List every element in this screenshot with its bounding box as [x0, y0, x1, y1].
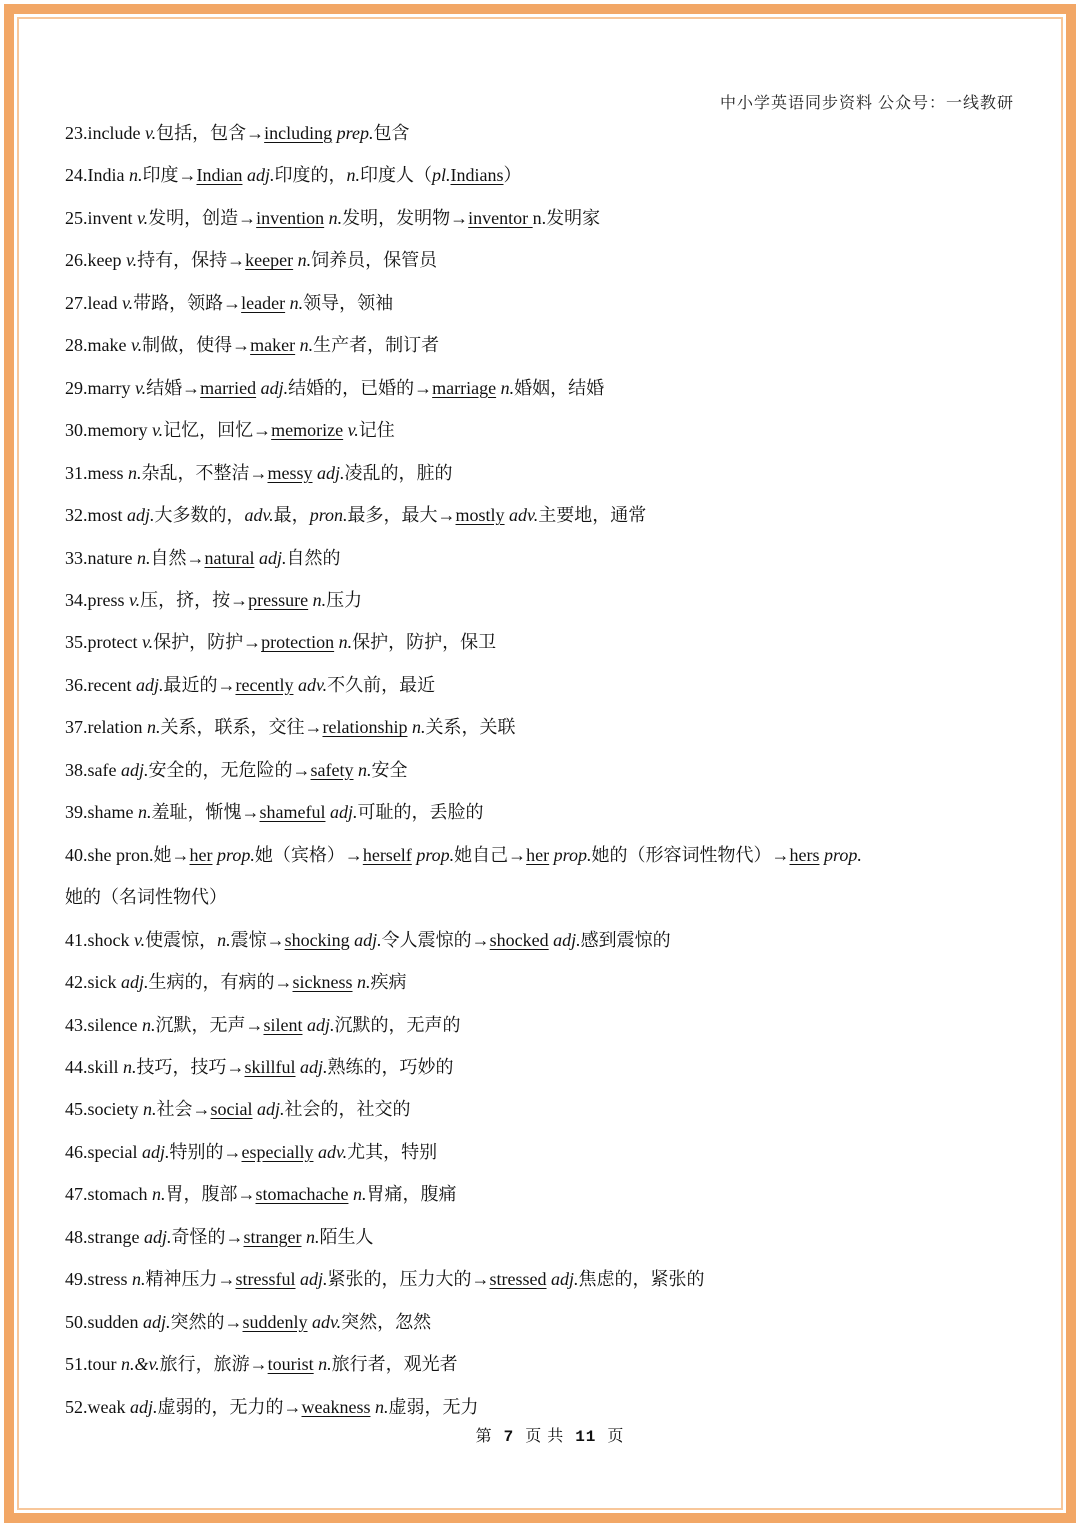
entry-text: 震惊→ [230, 929, 285, 950]
part-of-speech: n. [411, 717, 426, 738]
entry-text: 50.sudden [65, 1311, 143, 1332]
vocabulary-entry [65, 706, 1065, 748]
part-of-speech: adj. [127, 505, 155, 526]
derived-word: shocked [489, 929, 549, 950]
entry-text: 羞耻，惭愧→ [151, 802, 260, 823]
entry-text: 虚弱的，无力的→ [157, 1396, 302, 1417]
entry-text: 49.stress [65, 1269, 132, 1290]
part-of-speech: adj. [143, 1311, 171, 1332]
entry-text: 42.sick [65, 972, 121, 993]
part-of-speech: adj. [141, 1141, 170, 1162]
part-of-speech: v. [347, 420, 359, 441]
part-of-speech: prep. [336, 123, 374, 143]
part-of-speech: n. [152, 1184, 166, 1205]
part-of-speech: adj. [257, 1099, 285, 1120]
part-of-speech: n. [312, 589, 327, 610]
part-of-speech: n. [338, 632, 353, 653]
derived-word: pressure [248, 589, 309, 610]
derived-word: social [210, 1099, 253, 1120]
entry-text: 大多数的， [154, 505, 245, 526]
entry-text: 26.keep [65, 250, 126, 271]
derived-word: natural [204, 547, 255, 568]
entry-text: 24.India [65, 165, 129, 186]
entry-text: 杂乱，不整洁→ [141, 462, 268, 483]
footer-suffix: 页 [607, 1428, 625, 1445]
entry-text: 尤其，特别 [347, 1141, 438, 1162]
part-of-speech: n. [132, 1269, 146, 1290]
entry-text: 疾病 [370, 972, 407, 993]
derived-word: relationship [322, 717, 408, 738]
footer-prefix: 第 [475, 1428, 493, 1445]
entry-text: 47.stomach [65, 1184, 152, 1205]
part-of-speech: adv. [297, 674, 328, 695]
vocabulary-entry [65, 112, 1065, 154]
part-of-speech: adj. [129, 1396, 158, 1417]
derived-word: herself [362, 844, 412, 865]
part-of-speech: n. [123, 1056, 137, 1077]
derived-word: memorize [271, 420, 344, 441]
vocabulary-entry [65, 367, 1065, 409]
derived-word: keeper [245, 250, 294, 271]
entry-text: 主要地，通常 [538, 505, 647, 526]
entry-text: 她自己→ [454, 844, 527, 865]
entry-text: 持有，保持→ [137, 250, 246, 271]
part-of-speech: pron. [309, 505, 348, 526]
entry-text: 制做，使得→ [142, 335, 251, 356]
entry-text: 婚姻，结婚 [514, 377, 605, 398]
footer-middle: 页 共 [525, 1428, 565, 1445]
entry-text: 结婚→ [146, 377, 201, 398]
entry-text: 结婚的，已婚的→ [288, 377, 433, 398]
derived-word: inventor [468, 207, 533, 228]
part-of-speech: n. [357, 972, 371, 993]
entry-text: 35.protect [65, 632, 142, 653]
part-of-speech: adj. [135, 674, 164, 695]
entry-text: 沉默，无声→ [155, 1014, 264, 1035]
vocabulary-entry [65, 664, 1065, 706]
entry-text: 陌生人 [319, 1226, 374, 1247]
derived-word: married [200, 377, 257, 398]
part-of-speech: adj. [120, 759, 149, 780]
derived-word: Indians [450, 165, 504, 186]
vocabulary-entry [65, 494, 1065, 536]
entry-text: 29.marry [65, 377, 135, 398]
part-of-speech: n.&v. [121, 1354, 160, 1375]
entry-text: 48.strange [65, 1226, 144, 1247]
part-of-speech: v. [129, 589, 141, 610]
page-header: 中小学英语同步资料 公众号：一线教研 [719, 95, 1014, 112]
entry-text: 压，挤，按→ [140, 589, 249, 610]
part-of-speech: n. [374, 1396, 389, 1417]
vocabulary-entry [65, 1386, 1065, 1428]
vocabulary-entry [65, 1343, 1065, 1385]
part-of-speech: adv. [244, 505, 274, 526]
part-of-speech: adj. [143, 1226, 172, 1247]
part-of-speech: v. [134, 929, 146, 950]
entry-text: 36.recent [65, 674, 136, 695]
vocabulary-entry [65, 1301, 1065, 1343]
vocabulary-entry [65, 1046, 1065, 1088]
derived-word: stranger [243, 1226, 302, 1247]
part-of-speech: prop. [416, 844, 455, 865]
part-of-speech: adj. [260, 377, 289, 398]
entry-text: 33.nature [65, 547, 137, 568]
entry-text: 突然的→ [170, 1311, 243, 1332]
derived-word: mostly [455, 505, 505, 526]
part-of-speech: adj. [306, 1014, 335, 1035]
part-of-speech: n. [297, 250, 312, 271]
part-of-speech: n. [137, 802, 152, 823]
derived-word: invention [256, 207, 325, 228]
entry-text: 熟练的，巧妙的 [327, 1056, 454, 1077]
derived-word: suddenly [242, 1311, 308, 1332]
part-of-speech: v. [152, 420, 164, 441]
entry-text: 生产者，制订者 [313, 335, 440, 356]
entry-text: 焦虑的，紧张的 [578, 1269, 705, 1290]
part-of-speech: prop. [823, 844, 862, 865]
vocabulary-entry [65, 409, 1065, 451]
entry-text: 她（宾格）→ [254, 844, 363, 865]
entry-text: 突然，忽然 [341, 1311, 432, 1332]
vocabulary-entry [65, 834, 1065, 876]
vocabulary-entry [65, 1088, 1065, 1130]
derived-word: weakness [301, 1396, 371, 1417]
vocabulary-entry [65, 1004, 1065, 1046]
part-of-speech: n. [328, 207, 343, 228]
derived-word: stressed [489, 1269, 547, 1290]
part-of-speech: adj. [551, 1269, 579, 1290]
vocabulary-entry [65, 452, 1065, 494]
entry-text: 安全 [371, 759, 408, 780]
entry-text: 最近的→ [163, 674, 236, 695]
vocabulary-entry [65, 1173, 1065, 1215]
entry-text: 技巧，技巧→ [136, 1056, 245, 1077]
part-of-speech: n. [128, 462, 142, 483]
part-of-speech: adj. [354, 929, 382, 950]
vocabulary-entry [65, 876, 1065, 918]
derived-word: her [526, 844, 550, 865]
derived-word: marriage [432, 377, 497, 398]
entry-text: 她的（形容词性物代）→ [591, 844, 790, 865]
entry-text: 精神压力→ [145, 1269, 236, 1290]
entry-text: 40.she pron.她→ [65, 844, 190, 865]
entry-text: 社会→ [156, 1099, 211, 1120]
entry-text: 发明，发明物→ [342, 207, 469, 228]
entry-text: 凌乱的，脏的 [344, 462, 453, 483]
entry-text: 自然的 [286, 547, 341, 568]
derived-word: safety [310, 759, 354, 780]
vocabulary-entry [65, 239, 1065, 281]
part-of-speech: adv. [312, 1311, 342, 1332]
entry-text: 感到震惊的 [580, 929, 671, 950]
entry-text: 特别的→ [169, 1141, 242, 1162]
part-of-speech: v. [125, 250, 138, 271]
entry-text: 51.tour [65, 1354, 121, 1375]
part-of-speech: n. [352, 1184, 367, 1205]
entry-text: 带路，领路→ [133, 292, 242, 313]
part-of-speech: v. [137, 207, 149, 228]
entry-text: 最多，最大→ [347, 505, 456, 526]
part-of-speech: n. [346, 165, 360, 186]
derived-word: maker [250, 335, 296, 356]
part-of-speech: prop. [553, 844, 592, 865]
vocabulary-entry [65, 579, 1065, 621]
derived-word: her [189, 844, 213, 865]
vocabulary-entry [65, 1258, 1065, 1300]
vocabulary-entry [65, 961, 1065, 1003]
part-of-speech: pl. [431, 165, 451, 186]
entry-text: 31.mess [65, 462, 128, 483]
entry-text: 社会的，社交的 [284, 1099, 411, 1120]
part-of-speech: n. [289, 292, 304, 313]
part-of-speech: n. [146, 717, 161, 738]
vocabulary-entry [65, 282, 1065, 324]
entry-text: 包括，包含→ [156, 123, 265, 143]
part-of-speech: adv. [317, 1141, 348, 1162]
entry-text: 25.invent [65, 207, 137, 228]
part-of-speech: n. [305, 1226, 320, 1247]
part-of-speech: n. [141, 1014, 156, 1035]
entry-text: 记忆，回忆→ [163, 420, 272, 441]
part-of-speech: v. [141, 632, 154, 653]
derived-word: Indian [196, 165, 243, 186]
entry-text: 印度→ [142, 165, 197, 186]
entry-text: 32.most [65, 505, 128, 526]
entry-text: n.发明家 [532, 207, 601, 228]
derived-word: stomachache [255, 1184, 349, 1205]
part-of-speech: n. [217, 929, 231, 950]
part-of-speech: v. [121, 292, 134, 313]
entry-text: 领导，领袖 [303, 292, 394, 313]
entry-text: 生病的，有病的→ [148, 972, 293, 993]
entry-text: 46.special [65, 1141, 142, 1162]
vocabulary-entry [65, 791, 1065, 833]
entry-text: 胃，腹部→ [165, 1184, 256, 1205]
vocabulary-entry [65, 621, 1065, 663]
part-of-speech: adj. [246, 165, 275, 186]
entry-text: 45.society [65, 1099, 143, 1120]
derived-word: shocking [284, 929, 350, 950]
vocabulary-entry [65, 537, 1065, 579]
derived-word: recently [235, 674, 294, 695]
entry-text: 41.shock [65, 929, 134, 950]
entry-text: 27.lead [65, 292, 122, 313]
entry-text: 胃痛，腹痛 [366, 1184, 457, 1205]
part-of-speech: prop. [216, 844, 255, 865]
entry-text: 包含 [373, 123, 410, 143]
entry-text: 饲养员，保管员 [311, 250, 438, 271]
part-of-speech: n. [500, 377, 515, 398]
derived-word: stressful [235, 1269, 296, 1290]
entry-text: 发明，创造→ [148, 207, 257, 228]
vocabulary-entry [65, 154, 1065, 196]
entry-text: 可耻的，丢脸的 [357, 802, 484, 823]
entry-text: 23.include [65, 123, 145, 143]
entry-text: 使震惊， [145, 929, 218, 950]
entry-text: 关系，关联 [425, 717, 516, 738]
derived-word: tourist [267, 1354, 314, 1375]
vocabulary-entry [65, 324, 1065, 366]
entry-text: 44.skill [65, 1056, 124, 1077]
entry-text: 保护，防护→ [153, 632, 262, 653]
entry-text: 记住 [358, 420, 395, 441]
part-of-speech: adv. [509, 505, 539, 526]
entry-text: 39.shame [65, 802, 138, 823]
entry-text: 28.make [65, 335, 131, 356]
derived-word: protection [261, 632, 335, 653]
entry-text: 压力 [326, 589, 363, 610]
page-footer [14, 1423, 1080, 1446]
part-of-speech: adj. [258, 547, 287, 568]
entry-text: 令人震惊的→ [381, 929, 490, 950]
derived-word: messy [267, 462, 313, 483]
entry-text: 沉默的，无声的 [334, 1014, 461, 1035]
part-of-speech: adj. [553, 929, 581, 950]
vocabulary-entry [65, 919, 1065, 961]
vocabulary-entry [65, 1216, 1065, 1258]
entry-text: 关系，联系，交往→ [160, 717, 323, 738]
entry-text: ） [503, 165, 522, 186]
derived-word: especially [241, 1141, 314, 1162]
part-of-speech: adj. [300, 1056, 328, 1077]
footer-page-number: 7 [503, 1428, 515, 1446]
part-of-speech: adj. [121, 972, 149, 993]
part-of-speech: n. [299, 335, 314, 356]
part-of-speech: adj. [300, 1269, 328, 1290]
entry-text: 30.memory [65, 420, 152, 441]
entry-text: 虚弱，无力 [388, 1396, 479, 1417]
derived-word: hers [789, 844, 820, 865]
vocabulary-entry [65, 1131, 1065, 1173]
entry-text: 不久前，最近 [327, 674, 436, 695]
entry-text: 38.safe [65, 759, 121, 780]
footer-total-pages: 11 [575, 1428, 597, 1446]
part-of-speech: n. [143, 1099, 157, 1120]
part-of-speech: v. [130, 335, 143, 356]
entry-text: 奇怪的→ [171, 1226, 244, 1247]
vocabulary-entry [65, 749, 1065, 791]
derived-word: leader [241, 292, 286, 313]
vocabulary-list [65, 112, 1065, 1428]
entry-text: 旅行者，观光者 [331, 1354, 458, 1375]
entry-text: 印度人（ [359, 165, 432, 186]
part-of-speech: v. [144, 123, 157, 143]
entry-text: 紧张的，压力大的→ [327, 1269, 490, 1290]
part-of-speech: v. [134, 377, 147, 398]
derived-word: shameful [259, 802, 326, 823]
entry-text: 保护，防护，保卫 [352, 632, 497, 653]
entry-text: 最， [273, 505, 310, 526]
entry-text: 43.silence [65, 1014, 142, 1035]
entry-text: 52.weak [65, 1396, 130, 1417]
part-of-speech: n. [318, 1354, 332, 1375]
part-of-speech: n. [128, 165, 143, 186]
entry-text: 旅行，旅游→ [159, 1354, 268, 1375]
entry-text: 自然→ [150, 547, 205, 568]
part-of-speech: n. [357, 759, 372, 780]
entry-text: 她的（名词性物代） [65, 887, 227, 908]
derived-word: silent [263, 1014, 303, 1035]
entry-text: 安全的，无危险的→ [148, 759, 311, 780]
entry-text: 印度的， [274, 165, 347, 186]
derived-word: including [264, 123, 333, 143]
page-border [4, 4, 1076, 1523]
entry-text: 34.press [65, 589, 129, 610]
derived-word: skillful [244, 1056, 296, 1077]
vocabulary-entry [65, 197, 1065, 239]
part-of-speech: adj. [329, 802, 358, 823]
entry-text: 37.relation [65, 717, 147, 738]
part-of-speech: n. [136, 547, 151, 568]
part-of-speech: adj. [317, 462, 345, 483]
derived-word: sickness [292, 972, 353, 993]
